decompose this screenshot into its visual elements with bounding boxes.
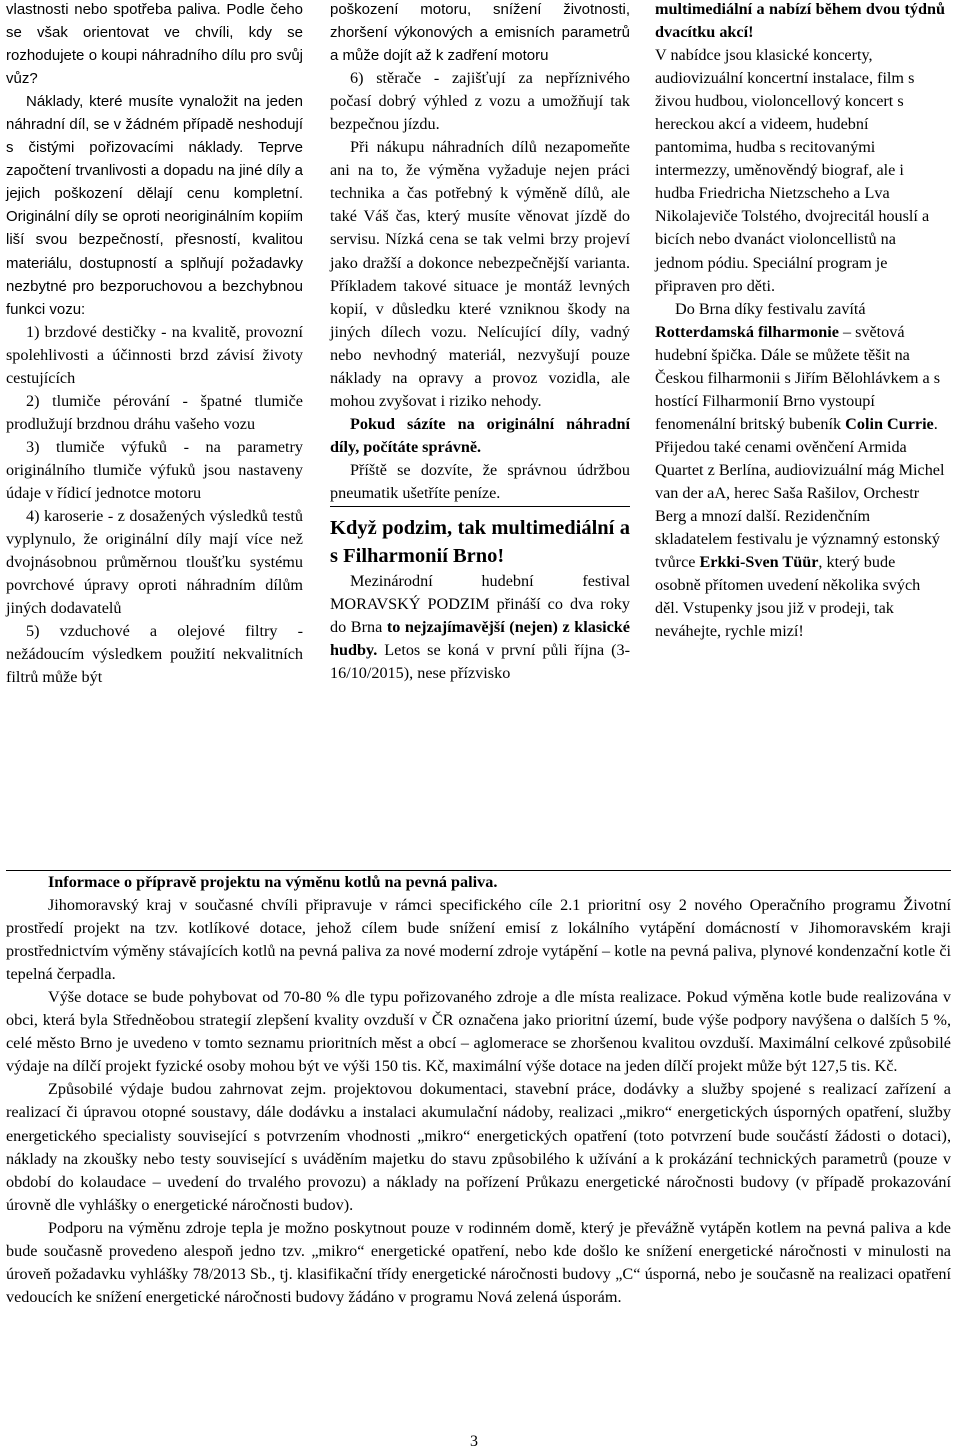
guest-erkki-sven-tuur: Erkki-Sven Tüür bbox=[699, 553, 819, 572]
info-box-paragraph-4: Podporu na výměnu zdroje tepla je možno poskytnout pouze v rodinném domě, který je převážně vytápěn kotlem na pevná paliva a kde bude současně provedeno alespoň jedno tzv. „mikro“ energetické opatření, nebo kde došlo ke snížení energetické náročnosti v minulosti na úroveň požadavku vyhlášky 78/2013 Sb., tj. klasifikační třídy energetické náročnosti budovy „C“ úsporná, nebo je současně na realizaci opatření vedoucích ke snížení energetické náročnosti budovy žádáno v programu Nová zelená úsporám. bbox=[6, 1218, 951, 1306]
info-box-boilers bbox=[6, 870, 951, 1309]
col1-list-item-5: 5) vzduchové a olejové filtry - nežádoucím výsledkem použití nekvalitních filtrů může být bbox=[6, 622, 303, 687]
info-box-paragraph-3: Způsobilé výdaje budou zahrnovat zejm. projektovou dokumentaci, stavební práce, dodávky a služby spojené s realizací zařízení a realizací či úpravou otopné soustavy, dále dodávku a instalaci akumulační nádoby, realizaci „mikro“ energetických úsporných opatření, služby energetického specialisty související s potvrzením vhodnosti „mikro“ energetických opatření (toto potvrzení bude součástí žádosti o dotaci), náklady na zkoušky nebo testy související s uváděním majetku do stavu způsobilého k užívání a k prokázání technických parametrů (pouze v období do kolaudace – uvedení do trvalého provozu) a náklady na pořízení Průkazu energetické náročnosti budovy (v případě prokazování úrovně dle vyhlášky o energetické náročnosti budov). bbox=[6, 1080, 951, 1214]
guest-colin-currie: Colin Currie bbox=[845, 414, 934, 433]
col2-next-time: Příště se dozvíte, že správnou údržbou pneumatik ušetříte peníze. bbox=[330, 460, 630, 502]
festival-intro-text: Mezinárodní hudební festival MORAVSKÝ PODZIM přináší co dva roky do Brna bbox=[330, 572, 630, 637]
guests-text-4: , který bude osobně přítomen uvedení několika svých děl. Vstupenky jsou již v prodeji, tak neváhejte, rychle mizí! bbox=[655, 553, 921, 641]
info-box-paragraph-1: Jihomoravský kraj v současné chvíli připravuje v rámci specifického cíle 2.1 prioritní osy 2 nového Operačního programu Životní prostředí projekt na tzv. kotlíkové dotace, jehož cílem bude snížení emisí z lokálního vytápění domácností v Jihomoravském kraji prostřednictvím výměny stávajících kotlů na pevná paliva za nové moderní zdroje vytápění – kotle na pevná paliva, plynové kondenzační kotle či tepelná čerpadla. bbox=[6, 896, 951, 984]
guests-text-2: – světová hudební špička. Dále se můžete těšit na Českou filharmonii s Jiřím Bělohlávkem a s hostící Filharmonií Brno vystoupí fenomenální britský bubeník bbox=[655, 322, 941, 433]
col3-program-paragraph: V nabídce jsou klasické koncerty, audiovizuální koncertní instalace, film s živou hudbou, violoncellový koncert s hereckou akcí a videem, hudební pantomima, hudba s recitovanými intermezzy, uměnověndý biograf, ale i hudba Friedricha Nietzscheho a Lva Nikolajeviče Tolstého, dvojrecitál houslí a bicích nebo dvanáct violoncellistů na jednom pódiu. Speciální program je připraven pro děti. bbox=[655, 46, 930, 295]
col2-festival-intro bbox=[330, 570, 630, 685]
section-divider bbox=[330, 506, 630, 507]
col1-paragraph-2: Náklady, které musíte vynaložit na jeden náhradní díl, se v žádném případě neshodují s čistými pořizovacími náklady. Teprve započtení trvanlivosti a dopadu na jiné díly a jejich poškození dělají cenu kompletní. Originální díly se oproti neoriginálním kopiím liší svou bezpečností, přesností, kvalitou materiálu, dostupností a splňují požadavky nezbytné pro bezporuchovou a bezchybnou funkci vozu: bbox=[6, 93, 303, 318]
column-right bbox=[655, 0, 945, 643]
col2-list-item-6: 6) stěrače - zajišťují za nepříznivého počasí dobrý výhled z vozu a umožňují tak bezpečnou jízdu. bbox=[330, 69, 630, 134]
col1-paragraph-1: vlastnosti nebo spotřeba paliva. Podle čeho se však orientovat ve chvíli, kdy se rozhodujete o koupi náhradního dílu pro svůj vůz? bbox=[6, 1, 303, 88]
guest-rotterdam: Rotterdamská filharmonie bbox=[655, 322, 839, 341]
col1-list-item-4: 4) karoserie - z dosažených výsledků testů vyplynulo, že originální díly mají více než dvojnásobnou průměrnou tloušťku systému povrchové úpravy oproti náhradním dílům jiných dodavatelů bbox=[6, 507, 303, 618]
column-middle bbox=[330, 0, 630, 685]
guests-text-1: Do Brna díky festivalu zavítá bbox=[675, 299, 866, 318]
festival-intro-bold: to nejzajímavější (nejen) z klasické hudby. bbox=[330, 618, 630, 660]
col2-paragraph-2: Při nákupu náhradních dílů nezapomeňte ani na to, že výměna vyžaduje nejen práci technika a čas potřebný k výměně dílů, ale také Váš čas, který musíte věnovat jízdě do servisu. Nízká cena se tak velmi brzy projeví jako dražší a dokonce nebezpečnější varianta. Příkladem takové situace je montáž levných kopií, v důsledku které vzniknou škody na jiných dílech vozu. Nelícující díly, vadný nebo nevhodný materiál, nezvyšují pouze náklady na opravy a provoz vozidla, ale mohou zvyšovat i riziko nehody. bbox=[330, 138, 630, 410]
page-number: 3 bbox=[470, 1433, 478, 1450]
info-box-paragraph-2: Výše dotace se bude pohybovat od 70-80 % dle typu pořizovaného zdroje a dle místa realizace. Pokud výměna kotle bude realizována v obci, která byla Středněobou strategií zlepšení kvality ovzduší v ČR označena jako prioritní území, bude výše podpory navýšena o dalších 5 %, celé město Brno je uvedeno v tomto seznamu prioritních měst a obcí – aglomerace se zhoršenou kvalitou ovzduší. Maximální celkové způsobilé výdaje na dílčí projekt fyzické osoby mohou být ve výši 150 tis. Kč, maximální výše dotace na jeden dílčí projekt může být 127,5 tis. Kč. bbox=[6, 988, 951, 1076]
col2-paragraph-1: poškození motoru, snížení životnosti, zhoršení výkonových a emisních parametrů a může dojít až k zadření motoru bbox=[330, 1, 630, 65]
article-headline: Když podzim, tak multimediální a s Filharmonií Brno! bbox=[330, 517, 630, 567]
column-left bbox=[6, 0, 303, 689]
col1-list-item-3: 3) tlumiče výfuků - na parametry originálního tlumiče výfuků jsou nastaveny údaje v řídicí jednotce motoru bbox=[6, 437, 303, 502]
info-box-title: Informace o přípravě projektu na výměnu kotlů na pevná paliva. bbox=[48, 873, 498, 891]
col1-list-item-2: 2) tlumiče pérování - špatné tlumiče prodlužují brzdnou dráhu vašeho vozu bbox=[6, 391, 303, 433]
festival-intro-tail: Letos se koná v první půli října (3-16/10/2015), nese přízvisko bbox=[330, 641, 630, 683]
col3-lead: multimediální a nabízí během dvou týdnů dvacítku akcí! bbox=[655, 0, 945, 42]
guests-text-3: . Přijedou také cenami ověnčení Armida Quartet z Berlína, audiovizuální mág Michel van der aA, herec Saša Rašilov, Orchestr Berg a mnozí další. Rezidenčním skladatelem festivalu je významný estonský tvůrce bbox=[655, 414, 945, 572]
col1-list-item-1: 1) brzdové destičky - na kvalitě, provozní spolehlivosti a účinnosti brzd závisí životy cestujících bbox=[6, 322, 303, 387]
col2-bold-claim: Pokud sázíte na originální náhradní díly, počítáte správně. bbox=[330, 414, 630, 456]
col3-guests-paragraph bbox=[655, 298, 945, 644]
